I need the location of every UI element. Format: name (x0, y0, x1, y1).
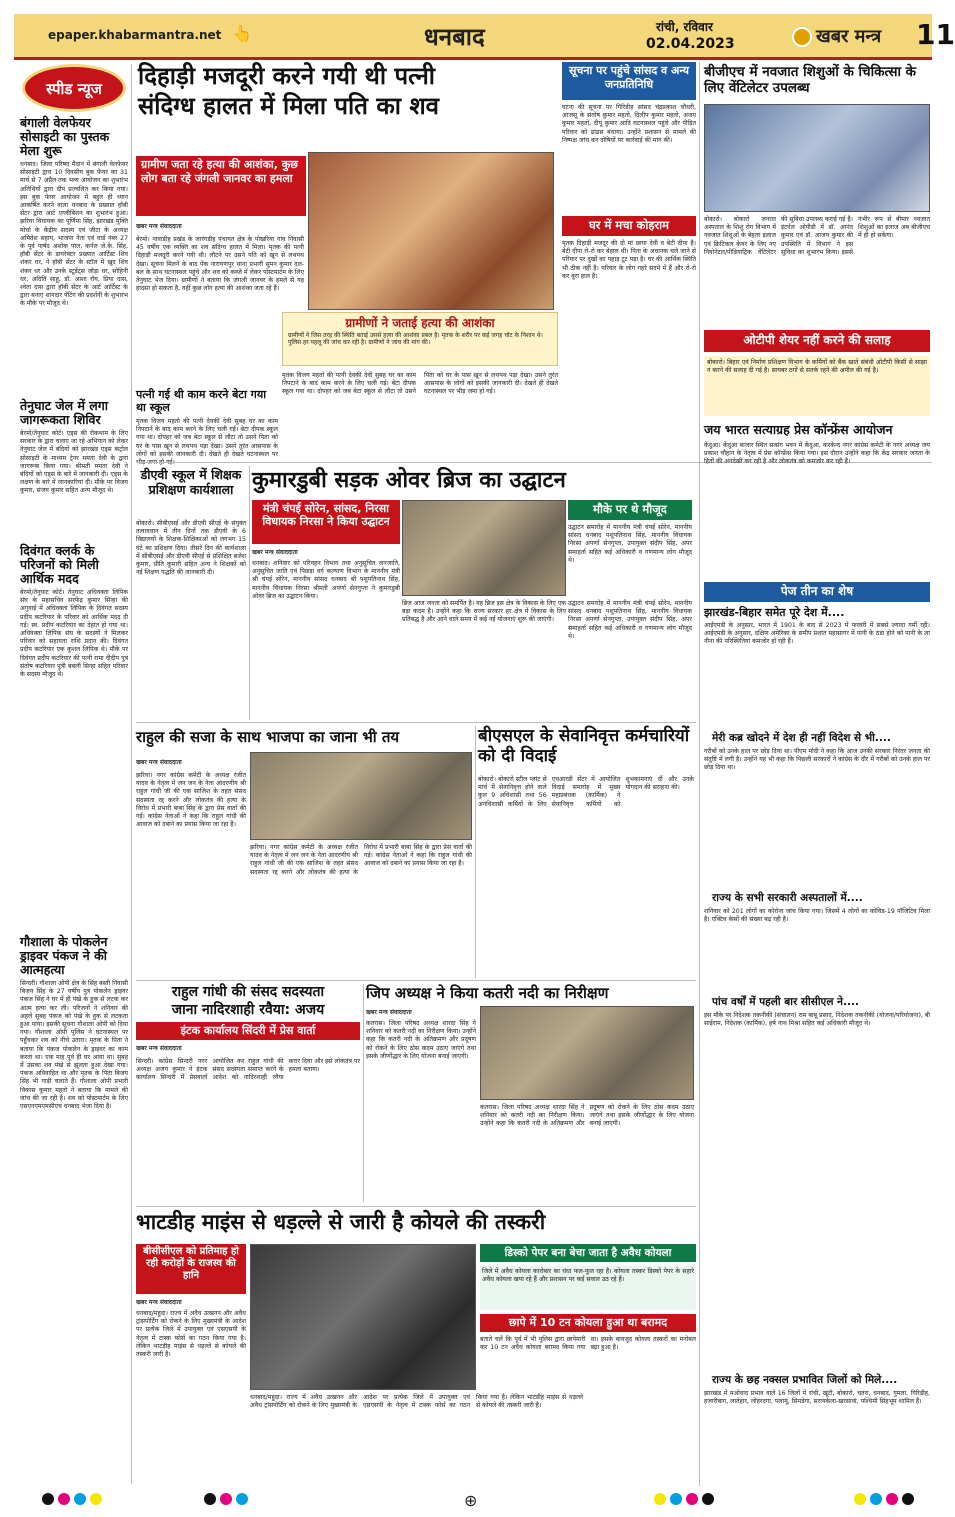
registration-dot (220, 1493, 232, 1505)
bridge-byline: खबर मन्त्र संवाददाता (252, 549, 298, 556)
lead-byline: खबर मन्त्र संवाददाता (136, 223, 182, 230)
lead-caption-body: ग्रामीणों ने जिस तरह की स्थिति बताई उससे हत्या की आशंका प्रबल है। मृतक के शरीर पर कई जगह चोट के निशान थे। पुलिस हर पहलू की जांच कर रही है। ग्रामीणों ने जांच की मांग की। (288, 332, 543, 347)
leftover-body-1: आईएमडी के अनुसार, भारत में 1901 के बाद से 2023 में फरवरी में सबसे ज्यादा गर्मी रही। आईएमडी के अनुसार, दक्षिण अमेरिका के समीप प्रशांत महासागर में पानी के ठंडा होने को पानी के ला नीना की परिस्थितियां कमजोर हो रही हैं। (704, 622, 930, 646)
bridge-attendees: उद्घाटन समारोह में माननीय मंत्री चंपई सोरेन, माननीय सांसद धनबाद पशुपतिनाथ सिंह, माननीय विधायक निरसा अपर्णा सेनगुप्ता, उपायुक्त संदीप सिंह, अपर समाहर्ता सहित कई अधिकारी व गणमान्य लोग मौजूद थे। (568, 524, 692, 564)
satyagraha-body: केंदुआ। केंदुआ बाजार स्थित सत्संग भवन में केंदुआ, करकेन्द नगर कांग्रेस कमेटी के नगर अध्यक्ष जय प्रकाश चौहान के नेतृत्व में प्रेस कॉन्फ्रेंस किया गया। इस दौरान उन्होंने कहा कि केंद्र सरकार जनता के हितों की अनदेखी कर रही है और लोकतंत्र को कमजोर कर रही है। (704, 442, 930, 466)
coal-byline: खबर मन्त्र संवाददाता (136, 1299, 182, 1306)
bridge-body-2: ब्रिज आज जनता को समर्पित है। यह ब्रिज इस क्षेत्र के विकास के लिए एक बड़ा कदम है। उन्होंने कहा कि राज्य सरकार हर क्षेत्र में विकास के लिए प्रतिबद्ध है और आने वाले समय में कई नई योजनाएं शुरू की जाएंगी। (402, 600, 566, 624)
lead-body: बेरमो। नावाडीह प्रखंड के जारंगडीह पंचायत क्षेत्र के पोखरिया गांव निवासी 45 वर्षीय एक व्यक्ति का शव संदिग्ध हालत में मिला। मृतक की पत्नी दिहाड़ी मजदूरी करने गयी थी। लौटने पर उसने पति को खून से लथपथ देखा। सूचना मिलने के बाद पेंक नारायणपुर थाना प्रभारी सुमन कुमार दल-बल के साथ घटनास्थल पहुंचे और शव को कब्जे में लेकर पोस्टमार्टम के लिए तेनुघाट भेज दिया। ग्रामीणों ने बताया कि जंगली जानवर के हमले से यह हादसा हो सकता है, वहीं कुछ लोग हत्या की आशंका जता रहे हैं। (136, 236, 304, 293)
sidebar-column (20, 116, 128, 1486)
sidebar-headline-1: बंगाली वेलफेयर सोसाइटी का पुस्तक मेला शुरू (20, 115, 110, 158)
leftover-body-5: झारखंड में मओवाद प्रभाव वाले 16 जिलों में रांची, खूंटी, बोकारो, चतरा, धनबाद, गुमला, गिरिडीह, हजारीबाग, लातेहार, लोहरदगा, पलामू, सिमडेगा, सरायकेला-खरसावां, पश्चिमी सिंहभूम शामिल हैं। (704, 1390, 930, 1406)
rahul2-headline-1: राहुल गांधी की संसद सदस्यता (171, 984, 325, 1000)
lead-right-box-1: सूचना पर पहुंचे सांसद व अन्य जनप्रतिनिधि (562, 62, 696, 100)
lead-right-box-2: घर में मचा कोहराम (562, 216, 696, 236)
leftover-box: पेज तीन का शेष (704, 582, 930, 602)
rahul2-body: सिन्दरी। कांग्रेस सिन्दरी नगर अध्यक्ष अजय कुमार ने इंटक कार्यालय सिन्दरी में प्रेसवार्ता आयोजित कर राहुल गांधी की संसद सदस्यता समाप्त करने के आदेश को नादिरशाही रवैया करार दिया और इसे लोकतंत्र पर हमला बताया। (136, 1058, 360, 1082)
registration-dot (886, 1493, 898, 1505)
print-registration-strip (14, 1490, 932, 1508)
ventilator-headline: बीजीएच में नवजात शिशुओं के चिकित्सा के लिए वेंटिलेटर उपलब्ध (704, 64, 917, 96)
zp-byline: खबर मन्त्र संवाददाता (366, 1009, 412, 1016)
coal-body-2: बताते चलें कि पूर्व में भी पुलिस द्वारा छापेमारी कर 10 टन अवैध कोयला बरामद किया गया था। इसके बावजूद कोयला तस्करों का मनोबल बढ़ा हुआ है। (480, 1336, 696, 1352)
rahul-body-2: झरिया। नगर कांग्रेस कमेटी के अध्यक्ष रंजीत यादव के नेतृत्व में जन जन के नेता आदरणीय श्री राहुल गांधी जी की एक साजिश के तहत संसद सदस्यता रद्द करने और लोकतंत्र की हत्या के विरोध में प्रभारी बाबा सिंह के द्वारा प्रेस वार्ता की गई। कांग्रेस नेताओं ने कहा कि राहुल गांधी की आवाज को दबाने का प्रयास किया जा रहा है। (250, 844, 472, 876)
satyagraha-headline: जय भारत सत्याग्रह प्रेस कॉन्फ्रेंस आयोजन (704, 422, 893, 437)
registration-dot (236, 1493, 248, 1505)
coal-box-red: बीसीसीएल को प्रतिमाह हो रही करोड़ों के राजस्व की हानि (136, 1244, 246, 1294)
rahul2-box: इंटक कार्यालय सिंदरी में प्रेस वार्ता (136, 1022, 360, 1040)
edition-place-day: रांची, रविवार (656, 20, 713, 34)
registration-dot (702, 1493, 714, 1505)
dav-headline: डीएवी स्कूल में शिक्षक प्रशिक्षण कार्यशाला (140, 467, 242, 497)
registration-dot (42, 1493, 54, 1505)
coal-photo (250, 1244, 476, 1390)
sidebar-body-1: धनबाद। जिला परिषद मैदान में बंगाली वेलफेयर सोसाइटी द्वारा 10 दिवसीय बुक फेयर का 31 मार्च से 7 अप्रैल तक भव्य आयोजन का शुभारंभ अतिथियों द्वारा दीप प्रज्वलित कर किया गया। इस बुक फेयर आयोजन में बहुत ही ध्यान आकर्षित करने वाला धनबाद के प्रख्यात हॉबी सेंटर द्वारा आर्ट एग्जीबिशन का शुभारंभ हुआ। झरिया विधायक का पूर्णिमा सिंह, झारखंड मुक्ति मोर्चा के केंद्रीय सदस्य एवं जीटा के अध्यक्ष अमितेश सहाय, भाजपा नेता एवं वार्ड नंबर 27 के पूर्व पार्षद अशोक पाल, कर्नल जे.के. सिंह, हॉबी सेंटर के डायरेक्टर प्रख्यात आर्टिस्ट शिव शंकर धर, ने हॉबी सेंटर के स्टॉल में खुद शिव शंकर धर और उनके स्टूडेंट्स जोड़ा धर, सोहिनी धर, अदिति साहू, डॉ. आशा रॉय, प्रिया दास, श्वेता दास द्वारा हॉबी सेंटर के आर्ट आर्टिस्ट के द्वारा बनाए शानदार पेंटिंग की प्रदर्शनी के शुभारंभ के मौके पर मौजूद थे। (20, 161, 128, 308)
page-number: 11 (916, 18, 955, 51)
bridge-box-red: मंत्री चंपई सोरेन, सांसद, निरसा विधायक निरसा ने किया उद्घाटन (252, 500, 400, 544)
leftover-sub-1: झारखंड-बिहार समेत पूरे देश में.... (704, 606, 845, 619)
lead-right-body-1: घटना की सूचना पर गिरिडीह सांसद चंद्रप्रकाश चौधरी, आजसू के संतोष कुमार महतो, दिलीप कुमार महतो, अजय कुमार महतो, दीपू कुमार आदि घटनास्थल पहुंचे और पीड़ित परिवार को ढांढस बंधाया। उन्होंने प्रशासन से मामले की निष्पक्ष जांच कर दोषियों पर कार्रवाई की मांग की। (562, 104, 696, 144)
column-divider (475, 726, 476, 978)
registration-dot (74, 1493, 86, 1505)
rahul2-headline-2: जाना नादिरशाही रवैया: अजय (171, 1002, 325, 1018)
registration-dot (654, 1493, 666, 1505)
rahul-headline: राहुल की सजा के साथ भाजपा का जाना भी तय (136, 728, 400, 746)
otp-box: ओटीपी शेयर नहीं करने की सलाह (704, 330, 930, 352)
brand-logo-icon (792, 27, 812, 47)
registration-dot (686, 1493, 698, 1505)
zp-body-2: कतरास। जिला परिषद अध्यक्ष शारदा सिंह ने शनिवार को कतरी नदी का निरीक्षण किया। उन्होंने कहा कि कतरी नदी के अतिक्रमण और प्रदूषण को रोकने के लिए ठोस कदम उठाए जाएंगे तथा इसके जीर्णोद्धार के लिए योजना बनाई जाएगी। (480, 1104, 694, 1128)
coal-headline: भाटडीह माइंस से धड़ल्ले से जारी है कोयले की तस्करी (136, 1210, 546, 1234)
registration-dot (204, 1493, 216, 1505)
edition-date: 02.04.2023 (646, 36, 735, 52)
site-url[interactable]: epaper.khabarmantra.net (48, 28, 222, 42)
rahul-body-1: झरिया। नगर कांग्रेस कमेटी के अध्यक्ष रंजीत यादव के नेतृत्व में जन जन के नेता आदरणीय श्री राहुल गांधी जी की एक साजिश के तहत संसद सदस्यता रद्द करने और लोकतंत्र की हत्या के विरोध में प्रभारी बाबा सिंह के द्वारा प्रेस वार्ता की गई। कांग्रेस नेताओं ने कहा कि राहुल गांधी की आवाज को दबाने का प्रयास किया जा रहा है। (136, 772, 246, 829)
column-divider (131, 64, 132, 1484)
rahul-photo (250, 752, 472, 840)
bridge-body-3: उद्घाटन समारोह में माननीय मंत्री चंपई सोरेन, माननीय सांसद धनबाद पशुपतिनाथ सिंह, माननीय विधायक निरसा अपर्णा सेनगुप्ता, उपायुक्त संदीप सिंह, अपर समाहर्ता सहित कई अधिकारी व गणमान्य लोग मौजूद थे। (568, 600, 692, 640)
bridge-box-green: मौके पर थे मौजूद (568, 500, 692, 520)
sidebar-headline-2: तेनुघाट जेल में लगा जागरूकता शिविर (20, 398, 109, 427)
cursor-icon: 👆 (232, 24, 252, 43)
leftover-sub-3: राज्य के सभी सरकारी अस्पतालों में.... (712, 892, 863, 904)
sidebar-body-4: सिन्दरी। गौशाला ओपी क्षेत्र के सिंह बस्ती निवासी बिजय सिंह के 27 वर्षीय पुत्र पोकलेन ड्राइवर पंकज सिंह ने घर में ही पंखे के हुक से लटक कर आत्म हत्या कर ली। परिजनों ने शनिवार की अहले सुबह पंकज को पंखे के हुक से लटकता हुआ पाया। इसकी सूचना गौशाला ओपी को दिया गया। गौशाला ओपी पुलिस ने घटनास्थल पर पहुँचकर शव को नीचे उतारा। मृतक के पिता ने बताया कि पंकज पोकलेन के ड्राइवर का काम करता था। एक माह पूर्व ही घर आया था। सुबह में उसका शव पंखे से झूलता हुआ देखा गया। पंकज अविवाहित था और मृतक के पिता बिजय सिंह भी गाड़ी चलाते हैं। गौशाला ओपी प्रभारी विकास कुमार महतो ने बताया कि मामले की जांच की जा रही है। शव को पोस्टमार्टम के लिए एसएनएमएमसीएच धनबाद भेजा दिया है। (20, 980, 128, 1111)
column-divider (249, 466, 250, 720)
lead-headline-1: दिहाड़ी मजदूरी करने गयी थी पत्नी (138, 62, 435, 90)
leftover-body-4: इस मौके पर निदेशक तकनीकी (संचालन) राम बाबू प्रसाद, निदेशक तकनीकी (योजना/परियोजना), बी साईराम, निदेशक (कार्मिक), हर्ष नाथ मिश्रा सहित कई अधिकारी मौजूद थे। (704, 1012, 930, 1028)
registration-dot (90, 1493, 102, 1505)
lead-body-2-col2: मृतक विजय महतो की पत्नी देवकी देवी सुबह घर का काम निपटाने के बाद काम करने के लिए चली गई। बेटा दीपक स्कूल गया था। दोपहर को जब बेटा स्कूल से लौटा तो उसने पिता को घर के पास खून से लथपथ पड़ा देखा। उसने तुरंत आसपास के लोगों को इसकी जानकारी दी। देखते ही देखते घटनास्थल पर भीड़ जमा हो गई। (282, 372, 558, 396)
column-divider (699, 62, 700, 456)
sidebar-headline-4: गौशाला के पोकलेन ड्राइवर पंकज ने की आत्महत्या (20, 934, 108, 977)
zp-headline: जिप अध्यक्ष ने किया कतरी नदी का निरीक्षण (366, 984, 609, 1002)
lead-headline-2: संदिग्ध हालत में मिला पति का शव (138, 92, 439, 120)
lead-subhead-box: ग्रामीण जता रहे हत्या की आशंका, कुछ लोग बता रहे जंगली जानवर का हमला (136, 156, 306, 216)
ventilator-photo (704, 104, 930, 212)
lead-subhead-2: पत्नी गई थी काम करने बेटा गया था स्कूल (136, 388, 267, 414)
coal-body-1: धनबाद/महुदा। राज्य में अवैध उत्खनन और अवैध ट्रांसपोर्टिंग को रोकने के लिए मुख्यमंत्री के आदेश पर प्रत्येक जिले में उपायुक्त एवं एसएसपी के नेतृत्व में टास्क फोर्स का गठन किया गया है। लेकिन भाटडीह माइंस से धड़ल्ले से कोयले की तस्करी जारी है। (136, 1310, 246, 1359)
sidebar-body-3: बेरमो/तेनुघाट कोर्ट। तेनुघाट अधिवक्ता लिपिक संघ के महासचिव सरफेंद्र कुमार सिन्हा की अगुवाई में अधिवक्ता लिपिक के दिवंगत सदस्य प्रदीप कटरियार के परिवार को आर्थिक मदद दी गई। स्व. प्रदीप कटरियार का देहांत हो गया था। अधिवक्ता लिपिक संघ के सदस्यों ने मिलकर परिवार को सहायता राशि प्रदान की। दिवंगत प्रदीप कटरियार एक कुशल लिपिक थे। मौके पर दिवंगत प्रदीप कटरियार की पत्नी रामा दीदीप पुत्र संतोष कटरियार पुत्री बबली सिन्हा सहित परिवार के सदस्य मौजूद थे। (20, 589, 128, 679)
lead-caption-title: ग्रामीणों ने जताई हत्या की आशंका (345, 316, 495, 330)
section-divider (136, 980, 696, 981)
leftover-body-2: गरीबों को उनके हाल पर छोड़ दिया था। पीएम मोदी ने कहा कि आज उनकी सरकार निरंतर जनता की संतुष्टि में लगी है। उन्होंने यह भी कहा कि पिछली सरकारों ने कांग्रेस के दौर में गरीबों को उनके हाल पर छोड़ दिया था। (704, 748, 930, 772)
otp-body: बोकारो। बिहार एवं निर्माण प्रशिक्षण विभाग के कर्मियों को बैंक खाते संबंधी ओटीपी किसी से साझा न करने की सलाह दी गई है। सायबर ठगों से सतर्क रहने की अपील की गई है। (704, 356, 930, 416)
registration-dot (58, 1493, 70, 1505)
leftover-sub-2: मेरी कब्र खोदने में देश ही नहीं विदेश से भी.... (712, 732, 891, 744)
edition-city: धनबाद (424, 23, 485, 51)
section-divider (136, 722, 696, 723)
coal-box-green: डिस्को पेपर बना बेचा जाता है अवैध कोयला (480, 1244, 696, 1262)
lead-right-body-2: मृतक दिहाड़ी मजदूर की दो मां छाया देवी व बेटी दीपा है। बेटी दीपा रो-रो कर बेहाल थी। पिता के अचानक चले जाने से परिवार पर दुखों का पहाड़ टूट पड़ा है। घर की आर्थिक स्थिति भी ठीक नहीं है। परिवार के लोग गहरे सदमे में हैं और रो-रो कर बुरा हाल है। (562, 240, 696, 280)
coal-body-3: धनबाद/महुदा। राज्य में अवैध उत्खनन और अवैध ट्रांसपोर्टिंग को रोकने के लिए मुख्यमंत्री के आदेश पर प्रत्येक जिले में उपायुक्त एवं एसएसपी के नेतृत्व में टास्क फोर्स का गठन किया गया है। लेकिन भाटडीह माइंस से धड़ल्ले से कोयले की तस्करी जारी है। (250, 1394, 583, 1410)
zp-photo (480, 1006, 694, 1100)
column-divider (363, 984, 364, 1202)
zp-body-1: कतरास। जिला परिषद अध्यक्ष शारदा सिंह ने शनिवार को कतरी नदी का निरीक्षण किया। उन्होंने कहा कि कतरी नदी के अतिक्रमण और प्रदूषण को रोकने के लिए ठोस कदम उठाए जाएंगे तथा इसके जीर्णोद्धार के लिए योजना बनाई जाएगी। (366, 1020, 476, 1060)
dav-body: बोकारो। सीबीएसई और डीएवी सीएई के संयुक्त तत्वावधान में तीन दिनों तक डीएवी के 6 विद्यालयों के शिक्षक-शिक्षिकाओं को लगभग 15 घंटे का प्रशिक्षण दिया। तीसरे दिन की कार्यशाला में सीबीएसई और डीएवी सीएई से प्रशिक्षित ब्रजेश कुमार, प्रीति कुमारी सहित अन्य ने शिक्षकों को नई शिक्षण पद्धति की जानकारी दी। (136, 520, 246, 577)
rahul2-byline: खबर मन्त्र संवाददाता (136, 1045, 182, 1052)
registration-dot (854, 1493, 866, 1505)
registration-dot (670, 1493, 682, 1505)
lead-caption (282, 312, 558, 366)
sidebar-body-2: बेरमो/तेनुघाट कोर्ट। एड्स की रोकथाम के लिए सरकार के द्वारा चलाए जा रहे अभियान को लेकर तेनुघाट जेल में बंदियों को झारखंड एड्स कंट्रोल सोसाइटी के माध्यम ट्रेनर ममता देवी के द्वारा जागरूक किया गया। श्रीमती ममता देवी ने बंदियों को एड्स के बारे में जानकारी दी। एड्स के लक्षण के बारे में जानकारियां दी। मौके पर विजय कुमार, संजय कुमार सहित अन्य मौजूद थे। (20, 430, 128, 495)
coal-box-red-2: छापे में 10 टन कोयला हुआ था बरामद (480, 1314, 696, 1332)
registration-mark-icon: ⊕ (464, 1491, 478, 1510)
bsl-headline: बीएसएल के सेवानिवृत्त कर्मचारियों को दी विदाई (478, 726, 690, 766)
brand-logo (792, 24, 881, 48)
sidebar-headline-3: दिवंगत क्लर्क के परिजनों को मिली आर्थिक मदद (20, 543, 99, 586)
column-divider (699, 420, 700, 1486)
lead-photo (308, 152, 554, 310)
leftover-sub-4: पांच वर्षों में पहली बार सीसीएल ने.... (712, 996, 859, 1008)
lead-body-2-col1: मृतक विजय महतो की पत्नी देवकी देवी सुबह घर का काम निपटाने के बाद काम करने के लिए चली गई। बेटा दीपक स्कूल गया था। दोपहर को जब बेटा स्कूल से लौटा तो उसने पिता को घर के पास खून से लथपथ पड़ा देखा। उसने तुरंत आसपास के लोगों को इसकी जानकारी दी। देखते ही देखते घटनास्थल पर (136, 418, 278, 458)
section-divider (136, 1206, 696, 1207)
bridge-body-1: धनबाद। शनिवार को परिवहन विभाग तथा अनुसूचित जनजाति, अनुसूचित जाति एवं पिछड़ा वर्ग कल्याण विभाग के माननीय मंत्री श्री चंपई सोरेन, माननीय सांसद धनबाद श्री पशुपतिनाथ सिंह, माननीय विधायक निरसा श्रीमती अपर्णा सेनगुप्ता ने कुमारडुबी ओवर ब्रिज का उद्घाटन किया। (252, 560, 400, 600)
brand-name: खबर मन्त्र (816, 26, 882, 47)
bsl-body: बोकारो। बोकारो स्टील प्लांट से मार्च में सेवानिवृत्त होने वाले कुल 9 अधिशासी तथा 56 अनधिशासी कर्मियों के लिए एचआरडी सेंटर में आयोजित विदाई समारोह में मुख्य महाप्रबंधक (कार्मिक) ने सेवानिवृत्त कर्मियों को शुभकामनाएं दीं और उनके योगदान की सराहना की। (478, 776, 694, 808)
page-header (14, 14, 955, 60)
ventilator-body: बोकारो। बोकारो जनरल अस्पताल के शिशु रोग विभाग में नवजात शिशुओं के बेहतर इलाज एवं क्रिटिकल केयर के लिए नए नियोनेटल/पीडियाट्रिक वेंटिलेटर की सुविधा उपलब्ध कराई गई है। इंटर्नल ओपीडी में डॉ. आनंद कुमार एवं डॉ. आजय कुमार की उपस्थिति में विभाग ने इस सुविधा का शुभारंभ किया। इससे गंभीर रूप से बीमार नवजात शिशुओं का इलाज अब बीजीएच में ही हो सकेगा। (704, 216, 930, 256)
leftover-body-3: शनिवार को 201 लोगों का कोरोना जांच किया गया। जिसमें 4 लोगों का कोविड-19 पॉजिटिव मिला है। एक्टिव केसों की संख्या बढ़ रही है। (704, 908, 930, 924)
coal-box-green-body: जिले में अवैध कोयला कारोबार का धंधा फल-फूल रहा है। कोयला तस्कर डिस्को पेपर के सहारे अवैध कोयला खपा रहे हैं और प्रशासन पर कई सवाल उठ रहे हैं। (480, 1266, 696, 1310)
rahul-byline: खबर मन्त्र संवाददाता (136, 759, 182, 766)
registration-dot (870, 1493, 882, 1505)
speed-news-label: स्पीड न्यूज (46, 80, 102, 98)
registration-dot (902, 1493, 914, 1505)
bridge-photo (402, 500, 566, 596)
leftover-sub-5: राज्य के छह नक्सल प्रभावित जिलों को मिले.... (712, 1374, 898, 1386)
bridge-headline: कुमारडुबी सड़क ओवर ब्रिज का उद्घाटन (252, 468, 566, 493)
speed-news-badge (22, 64, 126, 112)
